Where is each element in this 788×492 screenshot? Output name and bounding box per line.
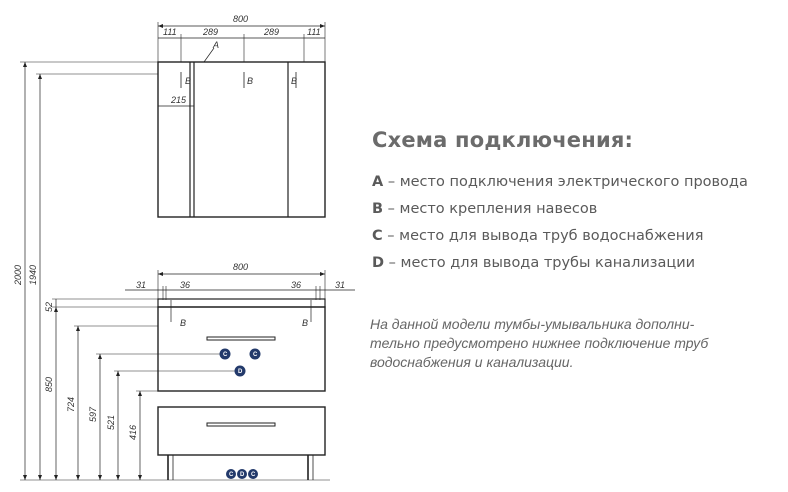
- cabinet-right-offset-2: 31: [335, 280, 346, 290]
- upper-handle: [207, 337, 275, 340]
- mirror-seg-3: 289: [264, 27, 280, 37]
- cabinet-right-offset-1: 36: [291, 280, 302, 290]
- height-416: 416: [128, 424, 138, 440]
- mirror-offset-label: 215: [171, 95, 187, 105]
- cabinet-b-left: B: [180, 318, 187, 328]
- note-line-1: На данной модели тумбы-умывальника дополни-: [370, 316, 695, 332]
- water-point-bottom-left: [226, 469, 236, 479]
- cabinet-left-offset-2: 36: [180, 280, 191, 290]
- svg-text:C: C: [223, 352, 228, 358]
- mirror-seg-2: 289: [203, 27, 219, 37]
- legend-item-a: A – место подключения электрического провода: [372, 174, 748, 190]
- height-1940: 1940: [28, 264, 38, 285]
- cabinet-b-right: B: [302, 318, 309, 328]
- mirror-width-label: 800: [233, 14, 249, 24]
- legend-item-d: D – место для вывода трубы канализации: [372, 255, 696, 271]
- note-line-3: водоснабжения и канализации.: [370, 354, 574, 370]
- mirror-cabinet: [158, 22, 325, 217]
- height-597: 597: [88, 406, 98, 422]
- mirror-seg-1: 111: [163, 27, 177, 37]
- mirror-outline: [158, 62, 325, 217]
- cabinet-left-offset-1: 31: [136, 280, 147, 290]
- svg-text:D: D: [238, 369, 243, 375]
- mirror-b-left: B: [185, 76, 192, 86]
- legend-item-b: B – место крепления навесов: [372, 201, 598, 217]
- mirror-seg-4: 111: [307, 27, 321, 37]
- cabinet-width-label: 800: [233, 262, 249, 272]
- mirror-b-right: B: [291, 76, 298, 86]
- svg-text:C: C: [229, 472, 234, 478]
- svg-text:D: D: [240, 472, 245, 478]
- label-a: A: [213, 40, 220, 50]
- note-line-2: тельно предусмотрено нижнее подключение труб: [370, 335, 709, 351]
- height-dimensions: [20, 62, 330, 480]
- lower-handle: [207, 423, 275, 426]
- legend: [372, 128, 782, 282]
- height-521: 521: [106, 414, 116, 430]
- height-52: 52: [44, 301, 54, 312]
- water-point-upper-right: [250, 349, 261, 360]
- connection-points: [220, 349, 261, 480]
- lower-drawer: [158, 407, 325, 455]
- water-point-upper-left: [220, 349, 231, 360]
- drain-point-bottom: [237, 469, 247, 479]
- water-point-bottom-right: [248, 469, 258, 479]
- height-2000: 2000: [13, 264, 23, 285]
- height-850: 850: [44, 376, 54, 392]
- legend-title: Схема подключения:: [372, 128, 634, 152]
- legend-item-c: C – место для вывода труб водоснабжения: [372, 228, 704, 244]
- height-724: 724: [66, 396, 76, 412]
- mirror-b-center: B: [247, 76, 254, 86]
- installation-note: [370, 315, 775, 372]
- svg-text:C: C: [251, 472, 256, 478]
- countertop: [158, 299, 325, 307]
- drain-point-upper: [235, 366, 246, 377]
- svg-text:C: C: [253, 352, 258, 358]
